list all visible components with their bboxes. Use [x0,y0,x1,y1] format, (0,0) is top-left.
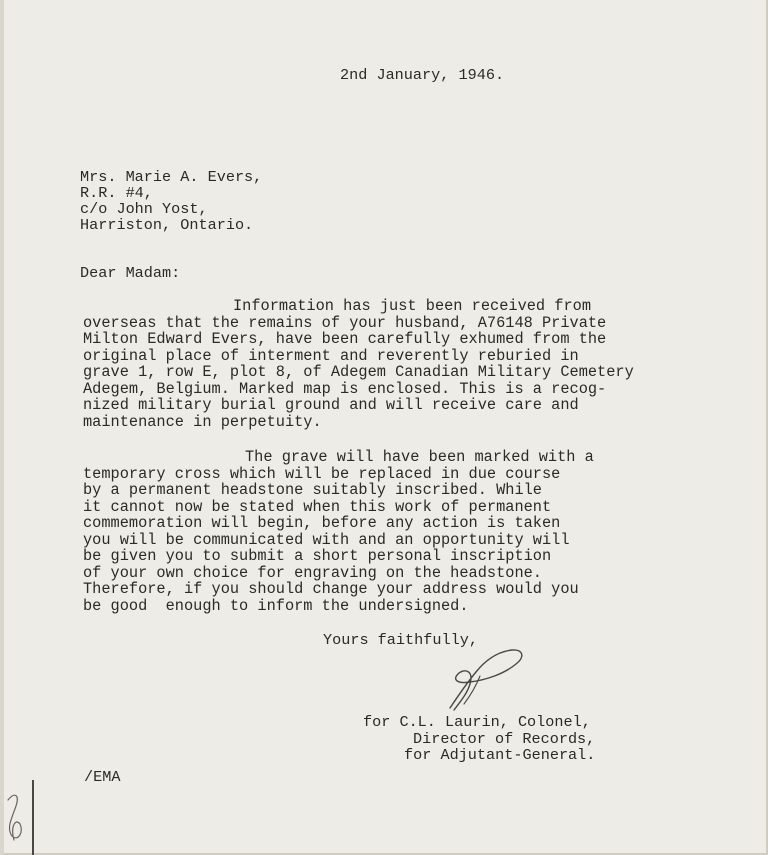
paragraph-line: grave 1, row E, plot 8, of Adegem Canadian Military Cemetery [83,363,634,381]
closing: Yours faithfully, [323,631,478,649]
signature-line: for C.L. Laurin, Colonel, [363,713,591,731]
letter-page [4,0,768,855]
paragraph-line: by a permanent headstone suitably inscribed. While [83,481,542,499]
paragraph-line: you will be communicated with and an opportunity will [83,531,570,549]
paragraph-line: temporary cross which will be replaced in due course [83,465,561,483]
address-line: Harriston, Ontario. [80,216,254,234]
address-line: Mrs. Marie A. Evers, [80,168,263,186]
handwritten-signature [440,646,530,716]
paragraph-line: it cannot now be stated when this work of permanent [83,498,552,516]
paragraph-line: Therefore, if you should change your address would you [83,580,579,598]
paragraph-line: be given you to submit a short personal inscription [83,547,552,565]
paragraph-line: nized military burial ground and will receive care and [83,396,579,414]
paragraph-line: of your own choice for engraving on the headstone. [83,564,542,582]
address-line: R.R. #4, [80,184,153,202]
reference-initials: /EMA [84,768,121,786]
letter-date: 2nd January, 1946. [340,66,505,84]
salutation: Dear Madam: [80,264,181,282]
signature-line: Director of Records, [413,730,596,748]
address-line: c/o John Yost, [80,200,208,218]
paragraph-line: Adegem, Belgium. Marked map is enclosed. This is a recog- [83,380,607,398]
paragraph-line: Information has just been received from [233,297,592,315]
paragraph-line: overseas that the remains of your husband, A76148 Private [83,314,607,332]
margin-scribble-icon [4,780,44,855]
paragraph-line: The grave will have been marked with a [245,448,594,466]
paragraph-line: be good enough to inform the undersigned. [83,597,469,615]
paragraph-line: maintenance in perpetuity. [83,413,322,431]
paragraph-line: commemoration will begin, before any action is taken [83,514,561,532]
paragraph-line: Milton Edward Evers, have been carefully exhumed from the [83,330,607,348]
paragraph-line: original place of interment and reverently reburied in [83,347,579,365]
signature-line: for Adjutant-General. [404,746,596,764]
